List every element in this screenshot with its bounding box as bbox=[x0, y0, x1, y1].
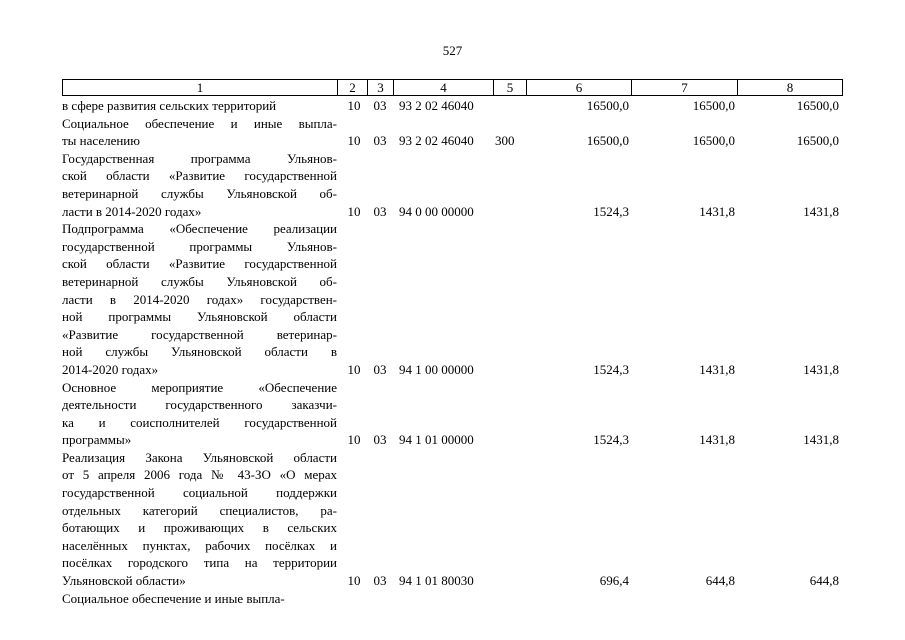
target-article-code: 94 0 00 00000 bbox=[399, 203, 474, 219]
section-code: 10 bbox=[347, 203, 361, 219]
description-line: Ульяновской области» bbox=[62, 573, 186, 589]
description-line: в сфере развития сельских территорий bbox=[62, 98, 277, 113]
amount-col7: 16500,0 bbox=[692, 98, 735, 113]
row-description bbox=[62, 220, 337, 378]
column-header-6: 6 bbox=[527, 80, 632, 95]
amount-col6: 1524,3 bbox=[593, 432, 629, 448]
table-row bbox=[62, 590, 843, 608]
amount-col7: 1431,8 bbox=[699, 203, 735, 219]
column-header-5: 5 bbox=[494, 80, 527, 95]
row-values bbox=[337, 203, 841, 221]
expense-type-code: 300 bbox=[495, 133, 515, 149]
column-header-2: 2 bbox=[338, 80, 368, 95]
description-line: ласти в 2014-2020 годах» государствен- bbox=[62, 291, 337, 307]
description-line: ветеринарной службы Ульяновской об- bbox=[62, 185, 337, 201]
amount-col8: 1431,8 bbox=[803, 432, 839, 448]
description-line: ветеринарной службы Ульяновской об- bbox=[62, 273, 337, 289]
description-line: деятельности государственного заказчи- bbox=[62, 397, 337, 413]
description-line: Социальное обеспечение и иные выпла- bbox=[62, 115, 337, 131]
amount-col6: 1524,3 bbox=[593, 361, 629, 377]
description-line: Основное мероприятие «Обеспечение bbox=[62, 379, 337, 395]
description-line: ты населению bbox=[62, 133, 140, 149]
amount-col7: 644,8 bbox=[705, 573, 735, 589]
expense-type-code bbox=[493, 203, 526, 221]
amount-col6: 16500,0 bbox=[586, 133, 629, 149]
table-row bbox=[62, 115, 843, 150]
section-code: 10 bbox=[347, 133, 361, 149]
column-header-8: 8 bbox=[786, 80, 794, 95]
section-code: 10 bbox=[347, 573, 361, 589]
row-description bbox=[62, 150, 337, 220]
amount-col6: 696,4 bbox=[599, 573, 629, 589]
section-code: 10 bbox=[347, 98, 361, 113]
description-line: «Развитие государственной ветеринар- bbox=[62, 326, 337, 342]
amount-col8: 1431,8 bbox=[803, 203, 839, 219]
target-article-code: 93 2 02 46040 bbox=[399, 98, 474, 113]
subsection-code: 03 bbox=[373, 361, 387, 377]
column-header-4: 4 bbox=[394, 80, 494, 95]
description-line: отдельных категорий специалистов, ра- bbox=[62, 502, 337, 518]
description-line: программы» bbox=[62, 432, 132, 448]
table-body bbox=[62, 97, 843, 607]
description-line: от 5 апреля 2006 года № 43-ЗО «О мерах bbox=[62, 467, 337, 483]
subsection-code: 03 bbox=[373, 573, 387, 589]
table-row bbox=[62, 97, 843, 115]
amount-col7: 1431,8 bbox=[699, 361, 735, 377]
expense-type-code bbox=[493, 572, 526, 590]
section-code: 10 bbox=[347, 432, 361, 448]
row-description bbox=[62, 97, 337, 115]
description-line: Подпрограмма «Обеспечение реализации bbox=[62, 221, 337, 237]
subsection-code: 03 bbox=[373, 203, 387, 219]
amount-col8: 644,8 bbox=[809, 573, 839, 589]
row-values bbox=[337, 431, 841, 449]
row-description bbox=[62, 590, 337, 608]
description-line: ной службы Ульяновской области в bbox=[62, 344, 337, 360]
row-description bbox=[62, 115, 337, 150]
table-row bbox=[62, 220, 843, 378]
description-line: Реализация Закона Ульяновской области bbox=[62, 449, 337, 465]
page-number: 527 bbox=[442, 43, 463, 58]
subsection-code: 03 bbox=[373, 133, 387, 149]
subsection-code: 03 bbox=[373, 98, 387, 113]
subsection-code: 03 bbox=[373, 432, 387, 448]
row-values bbox=[337, 132, 841, 150]
amount-col8: 16500,0 bbox=[796, 98, 839, 113]
column-header-7: 7 bbox=[632, 80, 738, 95]
description-line: государственной программы Ульянов- bbox=[62, 238, 337, 254]
table-row bbox=[62, 379, 843, 449]
description-line: 2014-2020 годах» bbox=[62, 361, 159, 377]
amount-col6: 16500,0 bbox=[586, 98, 629, 113]
amount-col7: 16500,0 bbox=[692, 133, 735, 149]
description-line: Социальное обеспечение и иные выпла- bbox=[62, 590, 285, 606]
row-values bbox=[337, 361, 841, 379]
amount-col6: 1524,3 bbox=[593, 203, 629, 219]
column-header-3: 3 bbox=[368, 80, 394, 95]
description-line: ка и соисполнителей государственной bbox=[62, 414, 337, 430]
description-line: ской области «Развитие государственной bbox=[62, 256, 337, 272]
description-line: ной программы Ульяновской области bbox=[62, 309, 337, 325]
section-code: 10 bbox=[347, 361, 361, 377]
target-article-code: 94 1 01 80030 bbox=[399, 573, 474, 589]
description-line: населённых пунктах, рабочих посёлках и bbox=[62, 537, 337, 553]
table-row bbox=[62, 449, 843, 590]
row-values bbox=[337, 572, 841, 590]
target-article-code: 94 1 01 00000 bbox=[399, 432, 474, 448]
table-row bbox=[62, 150, 843, 220]
amount-col8: 1431,8 bbox=[803, 361, 839, 377]
row-values bbox=[337, 97, 841, 115]
expense-type-code bbox=[493, 431, 526, 449]
description-line: ласти в 2014-2020 годах» bbox=[62, 203, 202, 219]
table-header-row bbox=[62, 79, 843, 96]
description-line: ской области «Развитие государственной bbox=[62, 168, 337, 184]
description-line: Государственная программа Ульянов- bbox=[62, 150, 337, 166]
expense-type-code bbox=[493, 97, 526, 115]
description-line: посёлках городского типа на территории bbox=[62, 555, 337, 571]
row-description bbox=[62, 379, 337, 449]
description-line: ботающих и проживающих в сельских bbox=[62, 520, 337, 536]
row-description bbox=[62, 449, 337, 590]
column-header-1: 1 bbox=[63, 80, 338, 95]
amount-col7: 1431,8 bbox=[699, 432, 735, 448]
expense-type-code bbox=[493, 361, 526, 379]
target-article-code: 93 2 02 46040 bbox=[399, 133, 474, 149]
target-article-code: 94 1 00 00000 bbox=[399, 361, 474, 377]
amount-col8: 16500,0 bbox=[796, 133, 839, 149]
description-line: государственной социальной поддержки bbox=[62, 485, 337, 501]
